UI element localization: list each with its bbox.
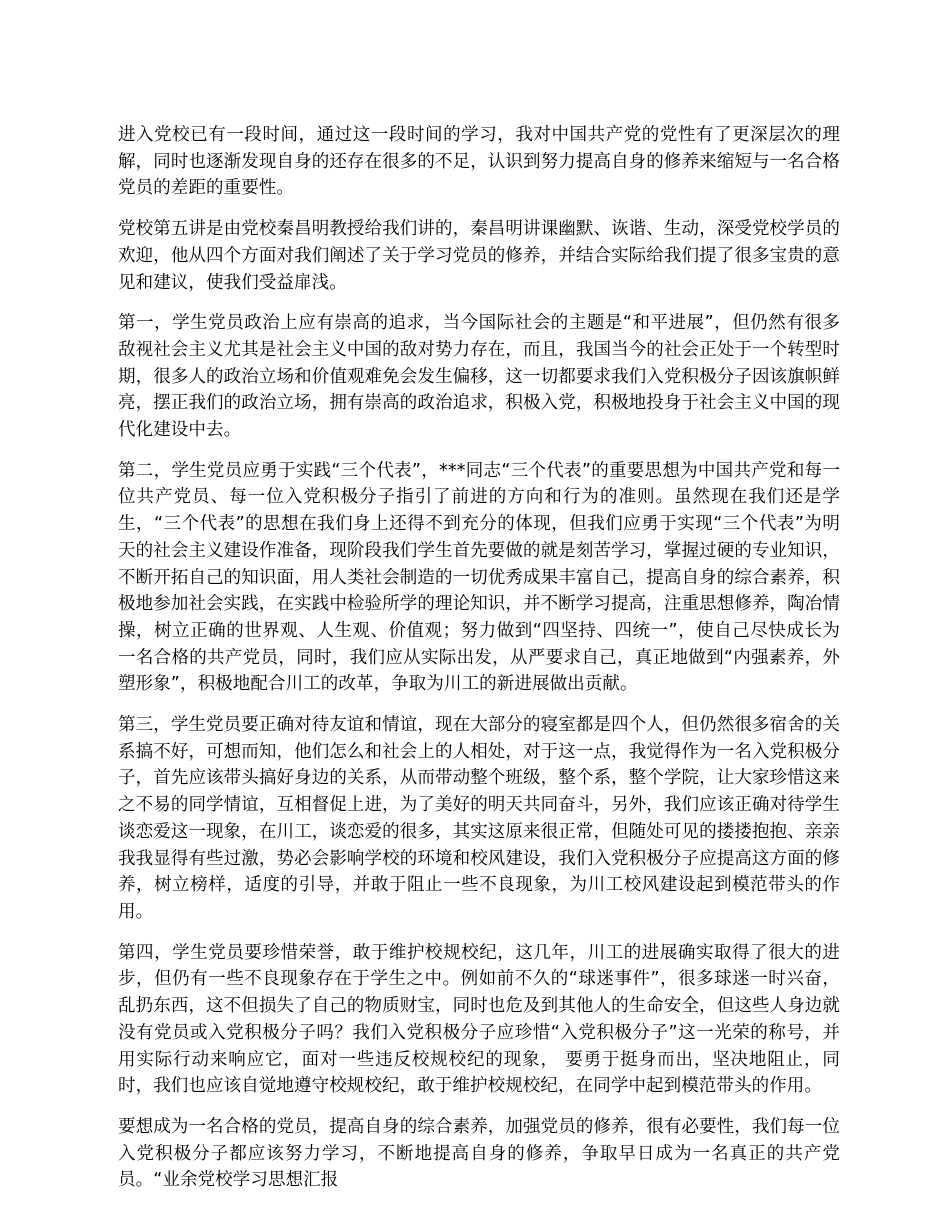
- paragraph-intro: 进入党校已有一段时间，通过这一段时间的学习，我对中国共产党的党性有了更深层次的理解，同时也逐渐发现自身的还存在很多的不足，认识到努力提高自身的修养来缩短与一名合格党员的差距的重要性。: [118, 125, 840, 199]
- paragraph-second-point: 第二，学生党员应勇于实践“三个代表”，***同志“三个代表”的重要思想为中国共产党和每一位共产党员、每一位入党积极分子指引了前进的方向和行为的准则。虽然现在我们还是学生，“三个代表”的思想在我们身上还得不到充分的体现，但我们应勇于实现“三个代表”为明天的社会主义建设作准备，现阶段我们学生首先要做的就是刻苦学习，掌握过硬的专业知识，不断开拓自己的知识面，用人类社会制造的一切优秀成果丰富自己，提高自身的综合素养，积极地参加社会实践，在实践中检验所学的理论知识，并不断学习提高，注重思想修养，陶冶情操，树立正确的世界观、人生观、价值观；努力做到“四坚持、四统一”，使自己尽快成长为一名合格的共产党员，同时，我们应从实际出发，从严要求自己，真正地做到“内强素养，外塑形象”，积极地配合川工的改革，争取为川工的新进展做出贡献。: [118, 460, 840, 695]
- paragraph-first-point: 第一，学生党员政治上应有崇高的追求，当今国际社会的主题是“和平进展”，但仍然有很多敌视社会主义尤其是社会主义中国的敌对势力存在，而且，我国当今的社会正处于一个转型时期，很多人的政治立场和价值观难免会发生偏移，这一切都要求我们入党积极分子因该旗帜鲜亮，摆正我们的政治立场，拥有崇高的政治追求，积极入党，积极地投身于社会主义中国的现代化建设中去。: [118, 313, 840, 441]
- paragraph-lecture: 党校第五讲是由党校秦昌明教授给我们讲的，秦昌明讲课幽默、诙谐、生动，深受党校学员的欢迎，他从四个方面对我们阐述了关于学习党员的修养，并结合实际给我们提了很多宝贵的意见和建议，使我们受益扉浅。: [118, 219, 840, 293]
- paragraph-third-point: 第三，学生党员要正确对待友谊和情谊，现在大部分的寝室都是四个人，但仍然很多宿舍的关系搞不好，可想而知，他们怎么和社会上的人相处，对于这一点，我觉得作为一名入党积极分子，首先应该带头搞好身边的关系，从而带动整个班级，整个系，整个学院，让大家珍惜这来之不易的同学情谊，互相督促上进，为了美好的明天共同奋斗，另外，我们应该正确对待学生谈恋爱这一现象，在川工，谈恋爱的很多，其实这原来很正常，但随处可见的搂搂抱抱、亲亲我我显得有些过激，势必会影响学校的环境和校风建设，我们入党积极分子应提高这方面的修养，树立榜样，适度的引导，并敢于阻止一些不良现象，为川工校风建设起到模范带头的作用。: [118, 715, 840, 922]
- paragraph-fourth-point: 第四，学生党员要珍惜荣誉，敢于维护校规校纪，这几年，川工的进展确实取得了很大的进步，但仍有一些不良现象存在于学生之中。例如前不久的“球迷事件”，很多球迷一时兴奋，乱扔东西，这不但损失了自己的物质财宝，同时也危及到其他人的生命安全，但这些人身边就没有党员或入党积极分子吗？我们入党积极分子应珍惜“入党积极分子”这一光荣的称号，并用实际行动来响应它，面对一些违反校规校纪的现象， 要勇于挺身而出，坚决地阻止，同时，我们也应该自觉地遵守校规校纪，敢于维护校规校纪，在同学中起到模范带头的作用。: [118, 942, 840, 1097]
- paragraph-conclusion: 要想成为一名合格的党员，提高自身的综合素养，加强党员的修养，很有必要性，我们每一位入党积极分子都应该努力学习，不断地提高自身的修养，争取早日成为一名真正的共产党员。“业余党校学习思想汇报: [118, 1116, 840, 1191]
- document-body: [118, 122, 840, 1208]
